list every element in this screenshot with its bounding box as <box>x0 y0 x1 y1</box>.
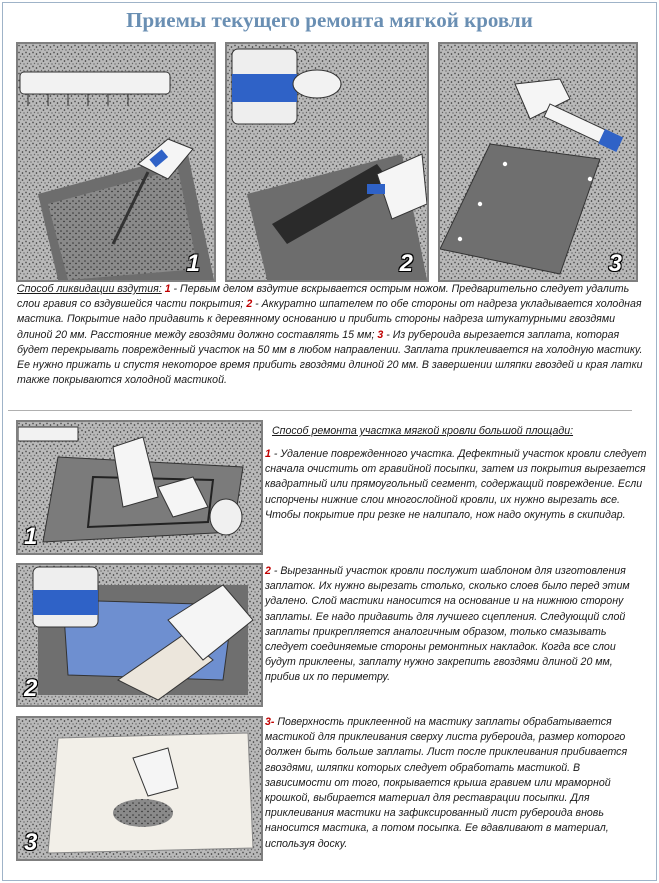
step-text: - Удаление поврежденного участка. Дефектный участок кровли следует сначала очистить от гравийной посыпки, затем из покрытия вырезается квадратный или прямоугольный сегмент, содержащий повреждение. Если испорчены нижние слои многослойной кровли, их нужно вырезать все. Чтобы покрытие при резке не налипало, нож надо окунуть в скипидар. <box>265 448 647 521</box>
divider <box>8 410 632 411</box>
section2-heading: Способ ремонта участка мягкой кровли большой площади: <box>272 425 574 437</box>
panel-number: 1 <box>24 523 38 550</box>
panel-number: 3 <box>24 829 38 856</box>
intro-step-2-text: - Аккуратно шпателем по обе стороны от надреза укладывается холодная мастика. Покрытие надо придавить к деревянному основанию и прибить стороны надреза штукатурными гвоздями длиной 20 мм. Расстояние между гвоздями должно составлять 15 мм; <box>17 298 642 341</box>
intro-step-3-text: - Из рубероида вырезается заплата, которая будет перекрывать поврежденный участок на 50 мм в любом направлении. Заплата приклеивается на холодную мастику. Ее нужно прижать и спустя некоторое время прибить гвоздями длиной 20 мм. В завершении шляпки гвоздей и края латки также покрываются холодной мастикой. <box>17 328 643 387</box>
intro-step-3-number: 3 <box>377 328 384 341</box>
step-text: - Вырезанный участок кровли послужит шаблоном для изготовления заплаток. Их нужно вырезать столько, сколько слоев было перед этим удалено. Слой мастики наносится на основание и на нижнюю сторону заплаты. Ее надо придавить для лучшего сцепления. Следующий слой заплаты прикрепляется аналогичным образом, только смазывать следует соединяемые стороны ремонтных накладок. Когда все слои будут приклеены, заплату нужно закрепить гвоздями длиной 20 мм, прибив их по периметру. <box>265 565 630 684</box>
illustration-top-2 <box>225 42 429 282</box>
step-number: 2 <box>265 565 271 577</box>
section2-step-1 <box>265 447 647 523</box>
illustration-top-3 <box>438 42 638 282</box>
panel-number: 2 <box>399 250 413 277</box>
panel-number: 2 <box>24 675 38 702</box>
intro-step-1-number: 1 <box>164 283 171 295</box>
intro-label: Способ ликвидации вздутия: <box>17 283 162 295</box>
panel-number: 3 <box>608 250 622 277</box>
step-number: 3- <box>265 716 275 728</box>
section2-step-3 <box>265 715 647 852</box>
illustration-top-1 <box>16 42 216 282</box>
section2-step-2 <box>265 564 647 686</box>
step-text: Поверхность приклеенной на мастику заплаты обрабатывается мастикой для приклеивания сверху листа рубероида, размер которого должен быть больше заплаты. Лист после приклеивания прибивается гвоздями, шляпки которых следует обработать мастикой. В зависимости от того, покрывается крыша гравием или мраморной крошкой, выбирается материал для реставрации посыпки. Для приклеивания мастики на зафиксированный лист рубероида вновь наносится мастика, а потом посыпка. Ее вдавливают в материал, используя доску. <box>265 716 628 850</box>
illustration-bottom-2 <box>16 563 263 707</box>
step-number: 1 <box>265 448 271 460</box>
illustration-bottom-3 <box>16 716 263 861</box>
page-title: Приемы текущего ремонта мягкой кровли <box>126 8 533 32</box>
illustration-bottom-1 <box>16 420 263 555</box>
intro-paragraph <box>17 282 645 388</box>
panel-number: 1 <box>186 250 200 277</box>
intro-step-2-number: 2 <box>246 298 253 311</box>
intro-step-1-text: - Первым делом вздутие вскрывается острым ножом. Предварительно следует удалить слои гравия со вздувшейся части покрытия; <box>17 283 630 311</box>
